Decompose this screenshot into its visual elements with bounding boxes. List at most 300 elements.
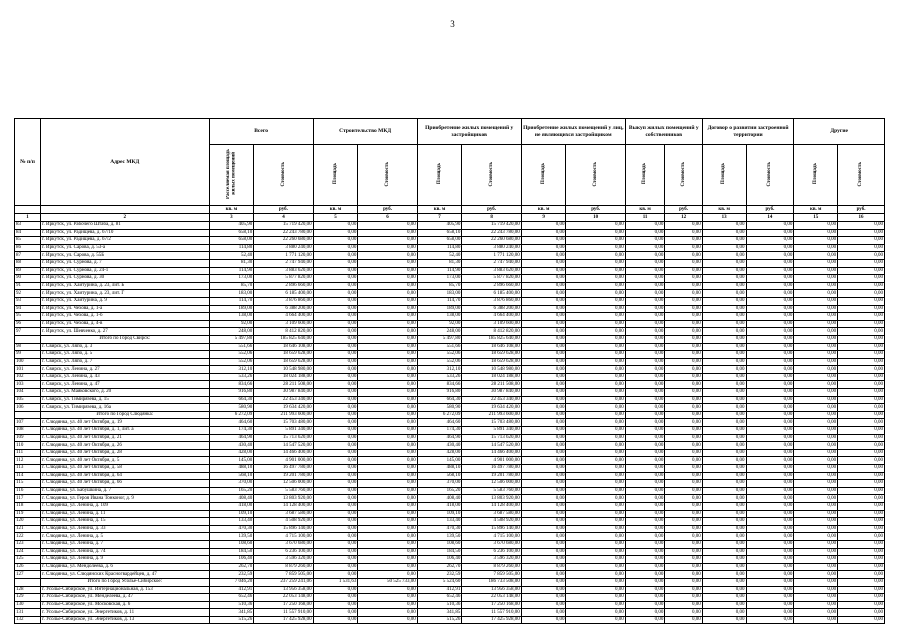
row-number: 110	[15, 442, 41, 450]
area-cell: 0,00	[702, 244, 746, 252]
area-cell: 0,00	[521, 518, 566, 526]
cost-cell: 0,00	[358, 502, 417, 510]
address-cell: г. Слюдянка, ул. Ленина, д. 11	[41, 510, 210, 518]
area-cell: 464,60	[417, 419, 462, 427]
area-cell: 189,00	[417, 305, 462, 313]
area-cell: 0,00	[313, 480, 358, 488]
table-row	[15, 396, 885, 404]
area-cell: 0,00	[702, 609, 746, 617]
area-cell: 0,00	[313, 222, 358, 230]
cost-cell: 0,00	[566, 389, 625, 397]
cost-cell: 19 201 780,00	[462, 472, 521, 480]
area-cell: 184,50	[209, 548, 254, 556]
cost-cell: 0,00	[566, 510, 625, 518]
table-row	[15, 480, 885, 488]
area-cell: 174,30	[209, 427, 254, 435]
row-number: 114	[15, 472, 41, 480]
address-cell: г. Свирск, ул. Ленина, д. 27	[41, 366, 210, 374]
area-cell: 0,00	[794, 297, 838, 305]
cost-cell: 0,00	[838, 343, 885, 351]
unit-area: кв. м	[625, 206, 665, 214]
area-cell: 658,00	[417, 237, 462, 245]
cost-cell: 3 596 320,00	[254, 556, 313, 564]
area-cell: 0,00	[313, 351, 358, 359]
area-cell: 0,00	[625, 343, 665, 351]
cost-cell: 6 236 100,00	[254, 548, 313, 556]
area-cell: 232,59	[417, 571, 462, 579]
cost-cell: 8 412 820,00	[254, 328, 313, 336]
cost-cell: 0,00	[358, 556, 417, 564]
column-number: 1	[15, 214, 41, 222]
area-cell: 428,00	[417, 449, 462, 457]
table-row	[15, 419, 885, 427]
area-cell: 488,10	[209, 465, 254, 473]
cost-cell: 0,00	[566, 222, 625, 230]
area-cell: 0,00	[625, 427, 665, 435]
row-number: 120	[15, 518, 41, 526]
cost-cell: 0,00	[566, 328, 625, 336]
row-number: 92	[15, 290, 41, 298]
area-cell: 262,70	[417, 563, 462, 571]
cost-cell: 0,00	[358, 373, 417, 381]
subheader-cost: Стоимость	[746, 145, 794, 206]
area-cell: 139,50	[417, 533, 462, 541]
unit-rub: руб.	[665, 206, 702, 214]
cost-cell: 0,00	[665, 442, 702, 450]
area-cell: 664,30	[209, 396, 254, 404]
area-cell: 341,85	[417, 609, 462, 617]
cost-cell: 50 525 733,00	[358, 578, 417, 586]
area-cell: 0,00	[794, 366, 838, 374]
unit-area: кв. м	[313, 206, 358, 214]
area-cell: 430,40	[417, 442, 462, 450]
area-cell: 0,00	[313, 525, 358, 533]
cost-cell: 0,00	[665, 495, 702, 503]
area-cell: 0,00	[313, 343, 358, 351]
area-cell: 138,00	[417, 313, 462, 321]
cost-cell: 0,00	[358, 282, 417, 290]
row-number: 118	[15, 502, 41, 510]
cost-cell: 18 024 188,00	[254, 373, 313, 381]
subheader-area: Площадь	[794, 145, 838, 206]
cost-cell: 14 466 400,00	[254, 449, 313, 457]
area-cell: 370,00	[209, 480, 254, 488]
cost-cell: 0,00	[838, 525, 885, 533]
cost-cell: 19 634 420,00	[462, 404, 521, 412]
subtotal-label: Итого по Город Свирск:	[41, 335, 210, 343]
area-cell: 0,00	[702, 616, 746, 624]
area-cell: 0,00	[794, 351, 838, 359]
cost-cell: 5 891 340,00	[462, 427, 521, 435]
cost-cell: 0,00	[746, 297, 794, 305]
cost-cell: 0,00	[746, 267, 794, 275]
cost-cell: 19 201 780,00	[254, 472, 313, 480]
row-number: 91	[15, 282, 41, 290]
area-cell: 0,00	[313, 434, 358, 442]
cost-cell: 0,00	[358, 601, 417, 609]
area-cell: 92,00	[417, 320, 462, 328]
cost-cell: 0,00	[566, 411, 625, 419]
area-cell: 418,00	[209, 502, 254, 510]
cost-cell: 0,00	[838, 267, 885, 275]
cost-cell: 0,00	[838, 487, 885, 495]
area-cell: 7 046,20	[209, 578, 254, 586]
table-row	[15, 434, 885, 442]
cost-cell: 0,00	[358, 609, 417, 617]
area-cell: 0,00	[313, 381, 358, 389]
area-cell: 0,00	[625, 259, 665, 267]
area-cell: 0,00	[625, 601, 665, 609]
unit-area: кв. м	[794, 206, 838, 214]
area-cell: 248,00	[417, 328, 462, 336]
cost-cell: 0,00	[746, 609, 794, 617]
table-row	[15, 267, 885, 275]
area-cell: 0,00	[794, 616, 838, 624]
area-cell: 0,00	[625, 578, 665, 586]
area-cell: 189,00	[209, 305, 254, 313]
area-cell: 0,00	[702, 343, 746, 351]
cost-cell: 0,00	[838, 510, 885, 518]
area-cell: 0,00	[313, 427, 358, 435]
cost-cell: 0,00	[838, 259, 885, 267]
subtotal-row	[15, 335, 885, 343]
cost-cell: 0,00	[746, 548, 794, 556]
table-row	[15, 320, 885, 328]
area-cell: 0,00	[794, 313, 838, 321]
area-cell: 0,00	[625, 404, 665, 412]
address-cell: г. Иркутск, ул. Сурнова, д. 7	[41, 259, 210, 267]
subtotal-row	[15, 411, 885, 419]
cost-cell: 3 883 620,00	[254, 267, 313, 275]
area-cell: 114,90	[209, 267, 254, 275]
area-cell: 0,00	[313, 244, 358, 252]
cost-cell: 0,00	[838, 434, 885, 442]
cost-cell: 0,00	[665, 237, 702, 245]
area-cell: 418,00	[417, 502, 462, 510]
area-cell: 0,00	[313, 533, 358, 541]
area-cell: 184,50	[417, 548, 462, 556]
cost-cell: 3 687 580,00	[254, 510, 313, 518]
area-cell: 0,00	[313, 457, 358, 465]
column-number: 16	[838, 214, 885, 222]
cost-cell: 16 497 780,00	[462, 465, 521, 473]
cost-cell: 0,00	[746, 427, 794, 435]
area-cell: 0,00	[625, 351, 665, 359]
cost-cell: 0,00	[358, 419, 417, 427]
area-cell: 109,10	[417, 510, 462, 518]
area-cell: 0,00	[702, 290, 746, 298]
cost-cell: 0,00	[566, 335, 625, 343]
column-number: 15	[794, 214, 838, 222]
column-number: 7	[417, 214, 462, 222]
cost-cell: 0,00	[358, 358, 417, 366]
area-cell: 580,90	[417, 404, 462, 412]
area-cell: 0,00	[521, 586, 566, 594]
cost-cell: 0,00	[566, 351, 625, 359]
column-number: 4	[254, 214, 313, 222]
subheader-cost: Стоимость	[254, 145, 313, 206]
cost-cell: 0,00	[746, 222, 794, 230]
address-cell: г. Иркутск, ул. Чехова, д. 1-б	[41, 313, 210, 321]
area-cell: 405,90	[417, 222, 462, 230]
cost-cell: 0,00	[566, 601, 625, 609]
cost-cell: 0,00	[746, 457, 794, 465]
cost-cell: 0,00	[746, 594, 794, 602]
area-cell: 0,00	[625, 305, 665, 313]
area-cell: 312,10	[209, 366, 254, 374]
area-cell: 0,00	[313, 396, 358, 404]
cost-cell: 0,00	[746, 502, 794, 510]
cost-cell: 0,00	[746, 305, 794, 313]
area-cell: 0,00	[521, 571, 566, 579]
cost-cell: 0,00	[838, 335, 885, 343]
area-cell: 0,00	[702, 586, 746, 594]
cost-cell: 0,00	[566, 282, 625, 290]
area-cell: 232,59	[209, 571, 254, 579]
row-number: 103	[15, 381, 41, 389]
row-number: 131	[15, 609, 41, 617]
cost-cell: 2 896 660,00	[254, 282, 313, 290]
area-cell: 0,00	[702, 275, 746, 283]
area-cell: 0,00	[313, 313, 358, 321]
cost-cell: 7 859 505,00	[254, 571, 313, 579]
cost-cell: 10 548 980,00	[462, 366, 521, 374]
row-number: 124	[15, 548, 41, 556]
cost-cell: 0,00	[358, 525, 417, 533]
table-row	[15, 244, 885, 252]
area-cell: 106,40	[417, 556, 462, 564]
area-cell: 664,30	[417, 396, 462, 404]
table-row	[15, 502, 885, 510]
cost-cell: 0,00	[746, 556, 794, 564]
cost-cell: 15 713 620,00	[462, 434, 521, 442]
area-cell: 0,00	[702, 540, 746, 548]
area-cell: 0,00	[313, 571, 358, 579]
area-cell: 552,06	[417, 358, 462, 366]
subheader-cost: Стоимость	[462, 145, 521, 206]
cost-cell: 0,00	[566, 563, 625, 571]
area-cell: 52,40	[417, 252, 462, 260]
area-cell: 0,00	[794, 601, 838, 609]
table-row	[15, 540, 885, 548]
cost-cell: 0,00	[838, 373, 885, 381]
area-cell: 0,00	[702, 305, 746, 313]
cost-cell: 0,00	[566, 472, 625, 480]
area-cell: 0,00	[313, 563, 358, 571]
cost-cell: 30 987 840,00	[462, 389, 521, 397]
area-cell: 0,00	[521, 358, 566, 366]
area-cell: 0,00	[625, 457, 665, 465]
area-cell: 0,00	[625, 222, 665, 230]
row-number: 107	[15, 419, 41, 427]
cost-cell: 0,00	[566, 419, 625, 427]
area-cell: 0,00	[313, 609, 358, 617]
cost-cell: 15 896 140,00	[462, 525, 521, 533]
cost-cell: 22 243 780,00	[254, 229, 313, 237]
cost-cell: 0,00	[358, 457, 417, 465]
area-cell: 0,00	[702, 229, 746, 237]
table-row	[15, 594, 885, 602]
cost-cell: 0,00	[566, 358, 625, 366]
area-cell: 0,00	[702, 548, 746, 556]
cost-cell: 0,00	[358, 343, 417, 351]
area-cell: 6 272,09	[417, 411, 462, 419]
area-cell: 0,00	[702, 259, 746, 267]
address-cell: г. Иркутск, ул. Сурнова, д. 30	[41, 275, 210, 283]
area-cell: 0,00	[625, 609, 665, 617]
area-cell: 0,00	[702, 282, 746, 290]
area-cell: 0,00	[702, 563, 746, 571]
subheader-cost: Стоимость	[665, 145, 702, 206]
row-number	[15, 578, 41, 586]
group-header-purchase-non-developers: Приобретение жилых помещений у лиц, не являющихся застройщиком	[521, 119, 625, 145]
cost-cell: 0,00	[838, 366, 885, 374]
row-number: 85	[15, 237, 41, 245]
area-cell: 0,00	[625, 419, 665, 427]
address-cell: г. Свирск, ул. Тимирязева, д. 15	[41, 396, 210, 404]
area-cell: 0,00	[625, 290, 665, 298]
area-cell: 0,00	[313, 419, 358, 427]
area-cell: 0,00	[794, 434, 838, 442]
area-cell: 0,00	[794, 442, 838, 450]
area-cell: 165,20	[417, 487, 462, 495]
subheader-area: Площадь	[521, 145, 566, 206]
area-cell: 0,00	[313, 267, 358, 275]
table-row	[15, 533, 885, 541]
row-number: 104	[15, 389, 41, 397]
table-row	[15, 259, 885, 267]
area-cell: 0,00	[625, 229, 665, 237]
area-cell: 0,00	[625, 586, 665, 594]
area-cell: 0,00	[794, 411, 838, 419]
cost-cell: 0,00	[746, 571, 794, 579]
area-cell: 133,40	[209, 518, 254, 526]
area-cell: 0,00	[521, 578, 566, 586]
area-cell: 0,00	[794, 419, 838, 427]
cost-cell: 0,00	[746, 259, 794, 267]
area-cell: 370,00	[417, 480, 462, 488]
cost-cell: 0,00	[746, 442, 794, 450]
area-cell: 0,00	[794, 525, 838, 533]
area-cell: 183,00	[417, 290, 462, 298]
area-cell: 0,00	[625, 434, 665, 442]
cost-cell: 17 425 928,00	[254, 616, 313, 624]
area-cell: 0,00	[702, 472, 746, 480]
cost-cell: 22 453 340,00	[254, 396, 313, 404]
area-cell: 248,00	[209, 328, 254, 336]
area-cell: 488,10	[417, 465, 462, 473]
area-cell: 412,91	[417, 586, 462, 594]
cost-cell: 30 987 840,00	[254, 389, 313, 397]
cost-cell: 0,00	[746, 601, 794, 609]
row-number: 87	[15, 252, 41, 260]
area-cell: 0,00	[521, 457, 566, 465]
cost-cell: 14 128 400,00	[462, 502, 521, 510]
area-cell: 0,00	[794, 533, 838, 541]
cost-cell: 0,00	[566, 259, 625, 267]
area-cell: 0,00	[794, 518, 838, 526]
cost-cell: 0,00	[838, 465, 885, 473]
cost-cell: 0,00	[358, 305, 417, 313]
cost-cell: 0,00	[566, 237, 625, 245]
cost-cell: 0,00	[566, 297, 625, 305]
cost-cell: 3 880 240,00	[254, 244, 313, 252]
cost-cell: 0,00	[358, 518, 417, 526]
cost-cell: 0,00	[665, 396, 702, 404]
area-cell: 0,00	[521, 465, 566, 473]
cost-cell: 0,00	[746, 518, 794, 526]
area-cell: 0,00	[313, 282, 358, 290]
row-number	[15, 335, 41, 343]
cost-cell: 0,00	[665, 305, 702, 313]
cost-cell: 0,00	[665, 533, 702, 541]
cost-cell: 0,00	[746, 480, 794, 488]
area-cell: 0,00	[702, 404, 746, 412]
subtotal-row	[15, 578, 885, 586]
cost-cell: 0,00	[746, 563, 794, 571]
area-cell: 0,00	[702, 358, 746, 366]
cost-cell: 16 497 780,00	[254, 465, 313, 473]
area-cell: 0,00	[313, 229, 358, 237]
table-row	[15, 237, 885, 245]
cost-cell: 0,00	[566, 533, 625, 541]
area-cell: 0,00	[521, 259, 566, 267]
cost-cell: 14 547 520,00	[462, 442, 521, 450]
area-cell: 0,00	[702, 427, 746, 435]
cost-cell: 3 880 240,00	[462, 244, 521, 252]
area-cell: 0,00	[521, 351, 566, 359]
table-row	[15, 358, 885, 366]
cost-cell: 2 747 940,00	[254, 259, 313, 267]
area-cell: 0,00	[702, 594, 746, 602]
cost-cell: 0,00	[746, 290, 794, 298]
area-cell: 0,00	[625, 373, 665, 381]
cost-cell: 0,00	[566, 518, 625, 526]
cost-cell: 13 803 920,00	[462, 495, 521, 503]
area-cell: 0,00	[521, 381, 566, 389]
cost-cell: 2 896 660,00	[462, 282, 521, 290]
area-cell: 0,00	[313, 252, 358, 260]
area-cell: 0,00	[625, 366, 665, 374]
address-cell: г. Слюдянка, ул. Мендолеева, д. 6	[41, 563, 210, 571]
cost-cell: 0,00	[358, 442, 417, 450]
cost-cell: 0,00	[665, 540, 702, 548]
cost-cell: 15 703 480,00	[462, 419, 521, 427]
cost-cell: 0,00	[838, 571, 885, 579]
area-cell: 0,00	[313, 495, 358, 503]
area-cell: 464,90	[209, 434, 254, 442]
unit-area: кв. м	[702, 206, 746, 214]
cost-cell: 0,00	[838, 480, 885, 488]
area-cell: 5 524,60	[417, 578, 462, 586]
cost-cell: 0,00	[665, 328, 702, 336]
area-cell: 0,00	[313, 320, 358, 328]
area-cell: 0,00	[521, 434, 566, 442]
area-cell: 0,00	[702, 419, 746, 427]
area-cell: 0,00	[313, 510, 358, 518]
area-cell: 114,70	[209, 297, 254, 305]
cost-cell: 22 243 780,00	[462, 229, 521, 237]
row-number: 132	[15, 616, 41, 624]
cost-cell: 0,00	[838, 320, 885, 328]
address-cell: г. Иркутск, ул. Рабочего Штаба, д. 81	[41, 222, 210, 230]
area-cell: 834,66	[209, 381, 254, 389]
address-cell: г. Слюдянка, ул. Ленина, д. 33	[41, 525, 210, 533]
area-cell: 0,00	[521, 487, 566, 495]
table-row	[15, 571, 885, 579]
row-number: 112	[15, 457, 41, 465]
area-cell: 658,10	[417, 229, 462, 237]
